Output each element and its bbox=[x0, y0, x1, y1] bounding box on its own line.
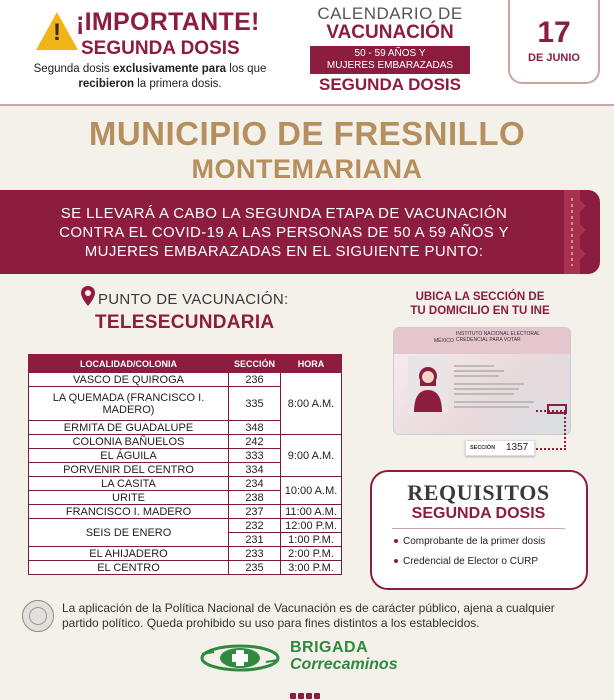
hour-cell: 9:00 A.M. bbox=[281, 435, 342, 477]
warning-icon: ! bbox=[36, 12, 78, 50]
table-row bbox=[29, 561, 342, 575]
section-cell: 237 bbox=[229, 505, 281, 519]
ine-country: MÉXICO bbox=[434, 338, 454, 344]
locality-cell: VASCO DE QUIROGA bbox=[29, 373, 229, 387]
locality-cell: EL CENTRO bbox=[29, 561, 229, 575]
calendar-title: CALENDARIO DE bbox=[317, 4, 463, 23]
social-icons bbox=[290, 686, 322, 700]
section-cell: 234 bbox=[229, 477, 281, 491]
ine-section-label: SECCIÓN bbox=[470, 445, 496, 451]
date-day: 17 bbox=[537, 16, 571, 49]
bullet-icon bbox=[394, 539, 398, 543]
locality-cell: EL AHIJADERO bbox=[29, 547, 229, 561]
instagram-icon[interactable] bbox=[306, 693, 312, 699]
ine-small-photo-icon bbox=[544, 372, 566, 398]
calendar-band: 50 - 59 AÑOS Y MUJERES EMBARAZADAS bbox=[310, 46, 470, 74]
table-row bbox=[29, 505, 342, 519]
banner-ticket-edge-icon bbox=[554, 190, 590, 274]
brand-name-line1: BRIGADA bbox=[290, 639, 369, 656]
section-cell: 335 bbox=[229, 387, 281, 421]
locality-cell: ERMITA DE GUADALUPE bbox=[29, 421, 229, 435]
section-cell: 334 bbox=[229, 463, 281, 477]
hour-cell: 10:00 A.M. bbox=[281, 477, 342, 505]
header-divider bbox=[0, 104, 614, 106]
info-banner bbox=[0, 190, 600, 274]
section-cell: 333 bbox=[229, 449, 281, 463]
header-hour: HORA bbox=[281, 355, 342, 373]
ine-dotted-connector bbox=[536, 410, 566, 450]
section-cell: 233 bbox=[229, 547, 281, 561]
legal-disclaimer: La aplicación de la Política Nacional de Vacunación es de carácter público, ajena a cualquier partido político. Queda prohibido su uso para fines distintos a los establecidos. bbox=[62, 601, 555, 630]
calendar-box bbox=[300, 4, 480, 95]
calendar-title-bold: VACUNACIÓN bbox=[326, 22, 454, 43]
table-row bbox=[29, 547, 342, 561]
banner-text: SE LLEVARÁ A CABO LA SEGUNDA ETAPA DE VACUNACIÓN CONTRA EL COVID-19 A LAS PERSONAS DE 50 A 59 AÑOS Y MUJERES EMBARAZADAS EN EL SIGUIENTE PUNTO: bbox=[59, 205, 509, 260]
ine-card-text-lines bbox=[454, 362, 544, 411]
section-cell: 236 bbox=[229, 373, 281, 387]
municipality-title: MUNICIPIO DE FRESNILLO bbox=[88, 115, 526, 152]
brigada-logo-icon bbox=[198, 636, 282, 680]
locality-cell: COLONIA BAÑUELOS bbox=[29, 435, 229, 449]
requirements-divider bbox=[392, 528, 565, 529]
hour-cell: 2:00 P.M. bbox=[281, 547, 342, 561]
section-cell: 242 bbox=[229, 435, 281, 449]
youtube-icon[interactable] bbox=[314, 693, 320, 699]
important-subtitle: SEGUNDA DOSIS bbox=[81, 38, 240, 59]
date-month: DE JUNIO bbox=[528, 52, 580, 64]
important-note: Segunda dosis exclusivamente para los que recibieron la primera dosis. bbox=[33, 63, 267, 90]
locality-cell: LA QUEMADA (FRANCISCO I. MADERO) bbox=[29, 387, 229, 421]
brand-name-line2: Correcaminos bbox=[290, 656, 398, 673]
location-pin-icon bbox=[80, 285, 96, 307]
requirements-title: REQUISITOS bbox=[407, 480, 550, 505]
ine-photo-icon bbox=[408, 356, 448, 412]
section-cell: 348 bbox=[229, 421, 281, 435]
locality-title: MONTEMARIANA bbox=[191, 154, 423, 184]
ine-instruction: UBICA LA SECCIÓN DE TU DOMICILIO EN TU INE bbox=[410, 291, 550, 317]
section-cell: 232 bbox=[229, 519, 281, 533]
header-section: SECCIÓN bbox=[229, 355, 281, 373]
ine-section-value: 1357 bbox=[506, 442, 529, 453]
date-badge bbox=[508, 0, 600, 84]
locality-cell: EL ÁGUILA bbox=[29, 449, 229, 463]
table-row bbox=[29, 373, 342, 387]
hour-cell: 11:00 A.M. bbox=[281, 505, 342, 519]
section-cell: 238 bbox=[229, 491, 281, 505]
ine-institute: INSTITUTO NACIONAL ELECTORAL CREDENCIAL PARA VOTAR bbox=[456, 331, 541, 343]
hour-cell: 8:00 A.M. bbox=[281, 373, 342, 435]
locality-cell: SEIS DE ENERO bbox=[29, 519, 229, 547]
table-header-row bbox=[29, 355, 342, 373]
requirements-subtitle: SEGUNDA DOSIS bbox=[411, 505, 546, 522]
vaccination-point-label: PUNTO DE VACUNACIÓN: bbox=[98, 291, 289, 308]
table-row bbox=[29, 477, 342, 491]
hour-cell: 3:00 P.M. bbox=[281, 561, 342, 575]
table-row bbox=[29, 519, 342, 533]
header bbox=[0, 0, 614, 104]
important-title: ¡IMPORTANTE! bbox=[76, 8, 260, 36]
schedule-table bbox=[28, 354, 342, 575]
calendar-dose: SEGUNDA DOSIS bbox=[318, 75, 461, 94]
vaccination-point-name: TELESECUNDARIA bbox=[95, 312, 275, 333]
table-row bbox=[29, 435, 342, 449]
bullet-icon bbox=[394, 559, 398, 563]
requirements-box bbox=[370, 470, 588, 590]
twitter-icon[interactable] bbox=[298, 693, 304, 699]
ine-section-callout bbox=[465, 440, 535, 456]
section-cell: 235 bbox=[229, 561, 281, 575]
hour-cell: 12:00 P.M. bbox=[281, 519, 342, 533]
requirement-item: Comprobante de la primer dosis bbox=[394, 536, 545, 547]
hour-cell: 1:00 P.M. bbox=[281, 533, 342, 547]
locality-cell: PORVENIR DEL CENTRO bbox=[29, 463, 229, 477]
facebook-icon[interactable] bbox=[290, 693, 296, 699]
section-cell: 231 bbox=[229, 533, 281, 547]
requirement-item: Credencial de Elector o CURP bbox=[394, 556, 538, 567]
locality-cell: FRANCISCO I. MADERO bbox=[29, 505, 229, 519]
government-seal-icon bbox=[22, 600, 54, 632]
header-locality: LOCALIDAD/COLONIA bbox=[29, 355, 229, 373]
locality-cell: LA CASITA bbox=[29, 477, 229, 491]
locality-cell: URITE bbox=[29, 491, 229, 505]
